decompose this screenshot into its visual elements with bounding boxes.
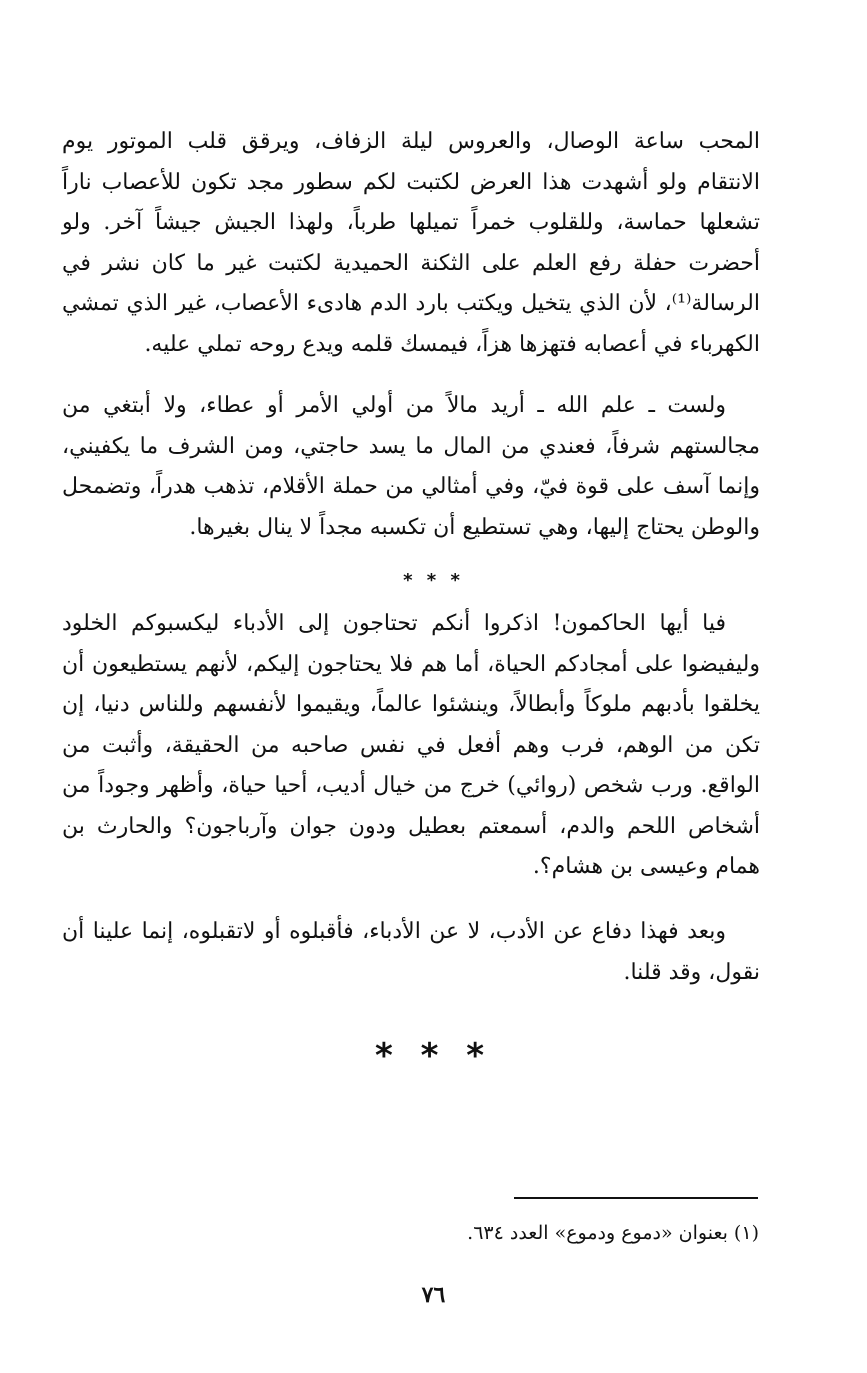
section-separator-large: * * * bbox=[374, 1036, 492, 1076]
footnote: (١) بعنوان «دموع ودموع» العدد ٦٣٤. bbox=[467, 1222, 759, 1244]
paragraph-1: المحب ساعة الوصال، والعروس ليلة الزفاف، ويرقق قلب الموتور يوم الانتقام ولو أشهدت هذا العرض لكتبت لكم سطور مجد تكون للأعصاب ناراً تشعلها حماسة، وللقلوب خمراً تميلها طرباً، ولهذا الجيش جيشاً آخر. ولو أحضرت حفلة رفع العلم على الثكنة الحميدية لكتبت غير ما كان نشر في الرسالة⁽¹⁾، لأن الذي يتخيل ويكتب بارد الدم هادىء الأعصاب، غير الذي تمشي الكهرباء في أعصابه فتهزها هزاً، فيمسك قلمه ويدع روحه تملي عليه. bbox=[62, 129, 760, 357]
paragraph-3: فيا أيها الحاكمون! اذكروا أنكم تحتاجون إلى الأدباء ليكسبوكم الخلود وليفيضوا على أمجادكم الحياة، أما هم فلا يحتاجون إليكم، لأنهم يستطيعون أن يخلقوا بأدبهم ملوكاً وأبطالاً، وينشئوا عالماً، ويقيموا لأنفسهم وللناس دنيا، إن تكن من الوهم، فرب وهم أفعل في نفس صاحبه من الحقيقة، وأثبت من الواقع. ورب شخص (روائي) خرج من خيال أديب، أحيا حياة، وأظهر وجوداً من أشخاص اللحم والدم، أسمعتم بعطيل ودون جوان وآرباجون؟ والحارث بن همام وعيسى بن هشام؟. bbox=[62, 611, 760, 879]
page-number: ٧٦ bbox=[421, 1282, 446, 1308]
paragraph-1-container bbox=[62, 122, 760, 365]
section-separator-small: * * * bbox=[403, 570, 464, 591]
paragraph-4: وبعد فهذا دفاع عن الأدب، لا عن الأدباء، فأقبلوه أو لاتقبلوه، إنما علينا أن نقول، وقد قلنا. bbox=[62, 919, 760, 985]
paragraph-3-container bbox=[62, 604, 760, 888]
paragraph-2: ولست ـ علم الله ـ أريد مالاً من أولي الأمر أو عطاء، ولا أبتغي من مجالستهم شرفاً، فعندي من المال ما يسد حاجتي، ومن الشرف ما يكفيني، وإنما آسف على قوة فيّ، وفي أمثالي من حملة الأقلام، تذهب هدراً، وتضمحل والوطن يحتاج إليها، وهي تستطيع أن تكسبه مجداً لا ينال بغيرها. bbox=[62, 393, 760, 540]
paragraph-4-container bbox=[62, 912, 760, 993]
paragraph-2-container bbox=[62, 386, 760, 548]
footnote-rule bbox=[514, 1197, 758, 1199]
